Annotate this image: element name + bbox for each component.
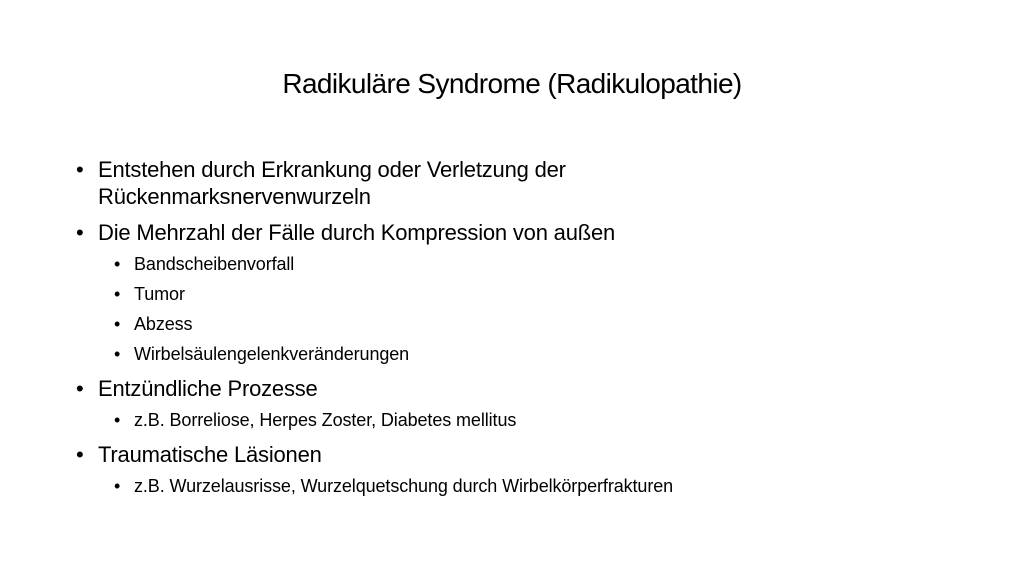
sub-bullet-item: • Bandscheibenvorfall — [112, 252, 956, 276]
sub-bullet-item: • Wirbelsäulengelenkveränderungen — [112, 342, 956, 366]
bullet-item — [76, 156, 956, 210]
bullet-text: Rückenmarksnervenwurzeln — [98, 184, 371, 209]
sub-bullet-item: • z.B. Wurzelausrisse, Wurzelquetschung durch Wirbelkörperfrakturen — [112, 474, 956, 498]
bullet-item: • Entzündliche Prozesse — [76, 375, 956, 402]
bullet-list — [76, 156, 956, 498]
bullet-item: • Traumatische Läsionen — [76, 441, 956, 468]
sub-bullet-item: • z.B. Borreliose, Herpes Zoster, Diabetes mellitus — [112, 408, 956, 432]
slide-title: Radikuläre Syndrome (Radikulopathie) — [282, 68, 742, 99]
sub-bullet-item: • Tumor — [112, 282, 956, 306]
bullet-item: • Die Mehrzahl der Fälle durch Kompression von außen — [76, 219, 956, 246]
sub-bullet-item: • Abzess — [112, 312, 956, 336]
bullet-text: • Entstehen durch Erkrankung oder Verletzung der — [98, 157, 566, 182]
